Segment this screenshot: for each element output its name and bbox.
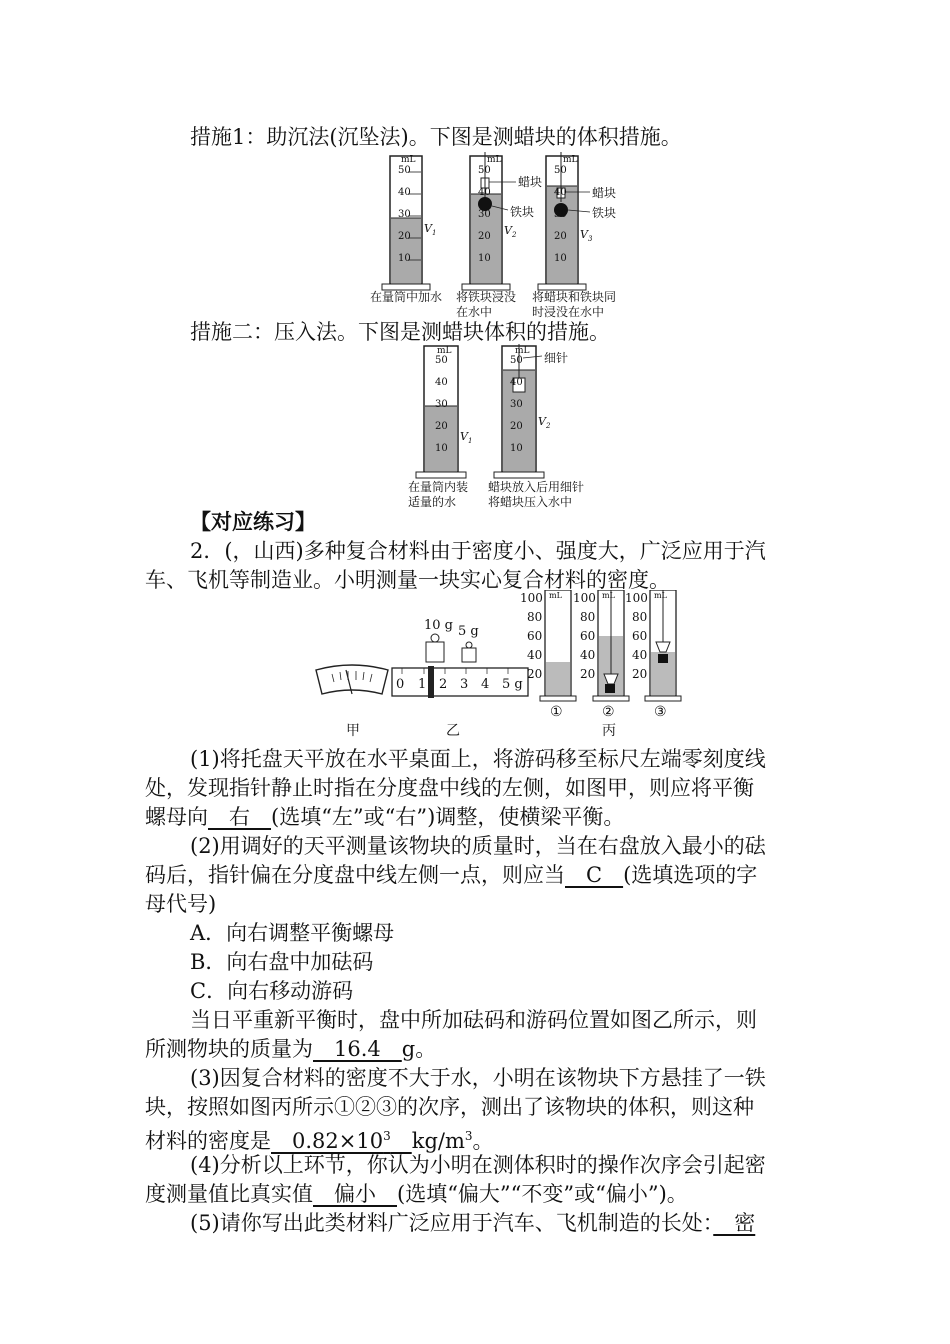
bing3-tick-100: 100 (625, 591, 648, 605)
part1-line3: 螺母向 右 (选填“左”或“右”)调整，使横梁平衡。 (145, 805, 625, 829)
bing1-tick-20: 20 (527, 667, 543, 681)
cyl3-tick-50: 50 (554, 165, 567, 176)
cylR-tick-30: 30 (510, 399, 523, 410)
figure-label-bing: 丙 (602, 723, 616, 739)
weight-10g-icon (426, 642, 444, 662)
question2-line2: 车、飞机等制造业。小明测量一块实心复合材料的密度。 (145, 568, 670, 592)
scale-2: 2 (439, 677, 448, 692)
bing2-tick-40: 40 (580, 648, 596, 662)
circled-3: ③ (654, 704, 667, 720)
graduated-cylinder-1 (382, 156, 430, 290)
part3-line1: (3)因复合材料的密度不大于水，小明在该物块下方悬挂了一铁 (190, 1066, 766, 1090)
cylL-volume-label: $V_1$ (460, 430, 473, 446)
cylL-tick-30: 30 (435, 399, 448, 410)
cyl1-tick-30: 30 (398, 209, 411, 220)
bing2-tick-100: 100 (573, 591, 596, 605)
part2-line1: (2)用调好的天平测量该物块的质量时，当在右盘放入最小的砝 (190, 834, 766, 858)
figure-balance-and-cylinders (312, 590, 712, 720)
cyl3-tick-30: 30 (554, 209, 567, 220)
cylL-tick-40: 40 (435, 377, 448, 388)
cylL-tick-50: 50 (435, 355, 448, 366)
cyl2-volume-label: $V_2$ (504, 224, 517, 240)
scale-4: 4 (481, 677, 490, 692)
caption-cyl2: 将铁块浸没 在水中 (456, 290, 517, 319)
part5-line1: (5)请你写出此类材料广泛应用于汽车、飞机制造的长处： 密 (190, 1211, 756, 1235)
label-iron-2: 铁块 (592, 206, 617, 220)
weight-5g-label: 5 g (458, 624, 479, 639)
part4-line2: 度测量值比真实值 偏小 (选填“偏大”“不变”或“偏小”)。 (145, 1182, 688, 1206)
label-wax-1: 蜡块 (518, 175, 543, 189)
answer-2: C (565, 863, 624, 887)
weight-5g-icon (462, 648, 476, 662)
scale-1: 1 (418, 677, 427, 692)
cyl2-unit: mL (487, 155, 502, 165)
bing3-tick-20: 20 (632, 667, 648, 681)
cylL-tick-10: 10 (435, 443, 448, 454)
cylR-unit: mL (515, 346, 530, 356)
cyl2-tick-10: 10 (478, 253, 491, 264)
figure-label-yi: 乙 (446, 723, 460, 739)
part3-line3: 材料的密度是 $0.82\times 10^3$ $kg/m^3$。 (145, 1129, 494, 1153)
cyl2-tick-20: 20 (478, 231, 491, 242)
cylR-tick-40: 40 (510, 377, 523, 388)
circled-1: ① (550, 704, 563, 720)
cyl1-tick-50: 50 (398, 165, 411, 176)
cylR-volume-label: $V_2$ (538, 415, 551, 431)
cyl2-tick-30: 30 (478, 209, 491, 220)
cylinder-bing-1 (540, 590, 576, 701)
bing3-tick-40: 40 (632, 648, 648, 662)
caption-press-left: 在量筒内装 适量的水 (408, 480, 469, 509)
answer-density: $0.82\times 10^3$ (271, 1129, 391, 1153)
part3-line2: 块，按照如图丙所示①②③的次序，测出了该物块的体积，则这种 (145, 1095, 754, 1119)
option-b: B．向右盘中加砝码 (190, 950, 374, 974)
scale-0: 0 (396, 677, 405, 692)
cyl3-tick-10: 10 (554, 253, 567, 264)
caption-cyl3: 将蜡块和铁块同 时浸没在水中 (532, 290, 617, 319)
scale-3: 3 (460, 677, 469, 692)
cyl3-tick-20: 20 (554, 231, 567, 242)
bing3-tick-80: 80 (632, 610, 648, 624)
label-needle: 细针 (544, 351, 569, 365)
answer-1: 右 (208, 805, 271, 829)
cyl3-volume-label: $V_3$ (580, 228, 593, 244)
scale-5g: 5 g (502, 677, 523, 692)
part2b-line1: 当日平重新平衡时，盘中所加砝码和游码位置如图乙所示，则 (190, 1008, 757, 1032)
cyl1-tick-40: 40 (398, 187, 411, 198)
bing2-tick-60: 60 (580, 629, 596, 643)
label-wax-2: 蜡块 (592, 186, 617, 200)
option-c: C．向右移动游码 (190, 979, 354, 1003)
bing1-tick-100: 100 (520, 591, 543, 605)
part2-line3: 母代号) (145, 892, 217, 916)
bing3-tick-60: 60 (632, 629, 648, 643)
method2-title: 措施二：压入法。下图是测蜡块体积的措施。 (190, 320, 610, 344)
answer-mass: 16.4 (313, 1037, 402, 1061)
cyl1-volume-label: $V_1$ (424, 222, 437, 238)
cyl1-tick-20: 20 (398, 231, 411, 242)
cyl3-unit: mL (563, 155, 578, 165)
cylR-tick-10: 10 (510, 443, 523, 454)
part1-line2: 处，发现指针静止时指在分度盘中线的左侧，如图甲，则应将平衡 (145, 776, 754, 800)
bing2-tick-20: 20 (580, 667, 596, 681)
practice-heading: 【对应练习】 (190, 509, 316, 534)
figure-label-jia: 甲 (346, 723, 360, 739)
cylL-tick-20: 20 (435, 421, 448, 432)
answer-4: 偏小 (313, 1182, 397, 1206)
part2b-line2: 所测物块的质量为 16.4 g。 (145, 1037, 437, 1061)
caption-press-right: 蜡块放入后用细针 将蜡块压入水中 (488, 480, 585, 509)
cyl1-tick-10: 10 (398, 253, 411, 264)
cylL-unit: mL (437, 346, 452, 356)
circled-2: ② (602, 704, 615, 720)
cylR-tick-20: 20 (510, 421, 523, 432)
cyl3-tick-40: 40 (554, 187, 567, 198)
part1-line1: (1)将托盘天平放在水平桌面上，将游码移至标尺左端零刻度线 (190, 747, 766, 771)
bing2-tick-80: 80 (580, 610, 596, 624)
question2-line1: 2．(，山西)多种复合材料由于密度小、强度大，广泛应用于汽 (190, 539, 766, 563)
part2-line2: 码后，指针偏在分度盘中线左侧一点，则应当 C (选填选项的字 (145, 863, 758, 887)
bing2-unit: mL (602, 591, 615, 600)
cyl1-unit: mL (401, 155, 416, 165)
label-iron-1: 铁块 (510, 205, 535, 219)
bing1-unit: mL (549, 591, 562, 600)
option-a: A．向右调整平衡螺母 (190, 921, 395, 945)
bing3-unit: mL (654, 591, 667, 600)
method1-title: 措施1：助沉法(沉坠法)。下图是测蜡块的体积措施。 (190, 125, 682, 149)
answer-5: 密 (713, 1211, 756, 1235)
cylinder-bing-3 (645, 590, 681, 701)
caption-cyl1: 在量筒中加水 (370, 290, 443, 304)
cylinder-bing-2 (593, 590, 629, 701)
cyl2-tick-40: 40 (478, 187, 491, 198)
bing1-tick-40: 40 (527, 648, 543, 662)
part4-line1: (4)分析以上环节，你认为小明在测体积时的操作次序会引起密 (190, 1153, 766, 1177)
weight-10g-label: 10 g (424, 618, 453, 633)
cyl2-tick-50: 50 (478, 165, 491, 176)
bing1-tick-60: 60 (527, 629, 543, 643)
bing1-tick-80: 80 (527, 610, 543, 624)
balance-dial-jia (316, 665, 388, 694)
cylR-tick-50: 50 (510, 355, 523, 366)
